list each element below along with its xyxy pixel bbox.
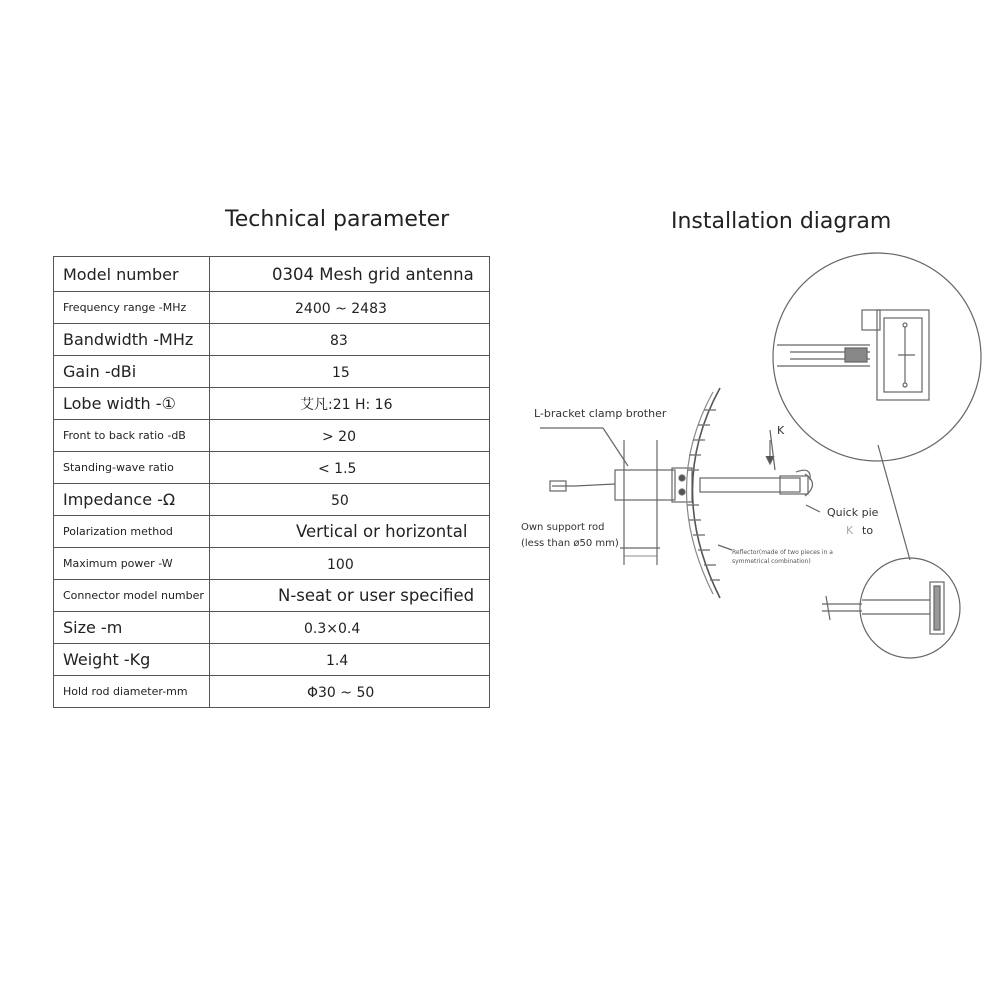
callout-k-top: K [777, 424, 785, 437]
row-label: Weight -Kg [54, 644, 210, 676]
row-value: 0.3×0.4 [304, 621, 361, 637]
row-value: Φ30 ~ 50 [307, 685, 375, 701]
row-label: Standing-wave ratio [54, 452, 210, 484]
feed-boom [700, 478, 800, 492]
callout-l-bracket: L-bracket clamp brother [534, 407, 667, 420]
callout-reflector-line2: symmetrical combination) [732, 558, 811, 565]
row-value: 1.4 [326, 653, 349, 669]
row-label: Bandwidth -MHz [54, 324, 210, 356]
row-label: Lobe width -① [54, 388, 210, 420]
row-label: Frequency range -MHz [54, 292, 210, 324]
row-value: 艾凡:21 H: 16 [300, 396, 393, 413]
row-value: 50 [331, 493, 349, 509]
detail-circle-bottom [860, 558, 960, 658]
coax-cable [552, 484, 615, 486]
row-value: 83 [330, 333, 348, 349]
row-label: Impedance -Ω [54, 484, 210, 516]
callout-support-rod-line1: Own support rod [521, 522, 605, 533]
row-value: N-seat or user specified [278, 586, 475, 605]
row-label: Maximum power -W [54, 548, 210, 580]
row-label: Front to back ratio -dB [54, 420, 210, 452]
installation-diagram-title: Installation diagram [671, 209, 892, 234]
row-label: Connector model number [54, 580, 210, 612]
row-value: 100 [327, 557, 354, 573]
row-label: Hold rod diameter-mm [54, 676, 210, 708]
row-value: 15 [332, 365, 350, 381]
row-label: Size -m [54, 612, 210, 644]
callout-k-bottom: K [846, 524, 854, 537]
row-label: Model number [54, 257, 210, 292]
row-value: > 20 [322, 429, 356, 445]
row-value: Vertical or horizontal [296, 522, 468, 541]
callout-reflector-line1: Reflector(made of two pieces in a [732, 549, 833, 556]
callout-to: to [862, 524, 874, 537]
row-label: Gain -dBi [54, 356, 210, 388]
row-value: 0304 Mesh grid antenna [272, 264, 474, 284]
row-value: < 1.5 [318, 461, 357, 477]
callout-quick-pie: Quick pie [827, 506, 879, 519]
row-label: Polarization method [54, 516, 210, 548]
row-value: 2400 ~ 2483 [295, 301, 387, 317]
grid-reflector [693, 388, 721, 598]
technical-parameter-title: Technical parameter [225, 207, 450, 232]
callout-support-rod-line2: (less than ø50 mm) [521, 538, 619, 549]
